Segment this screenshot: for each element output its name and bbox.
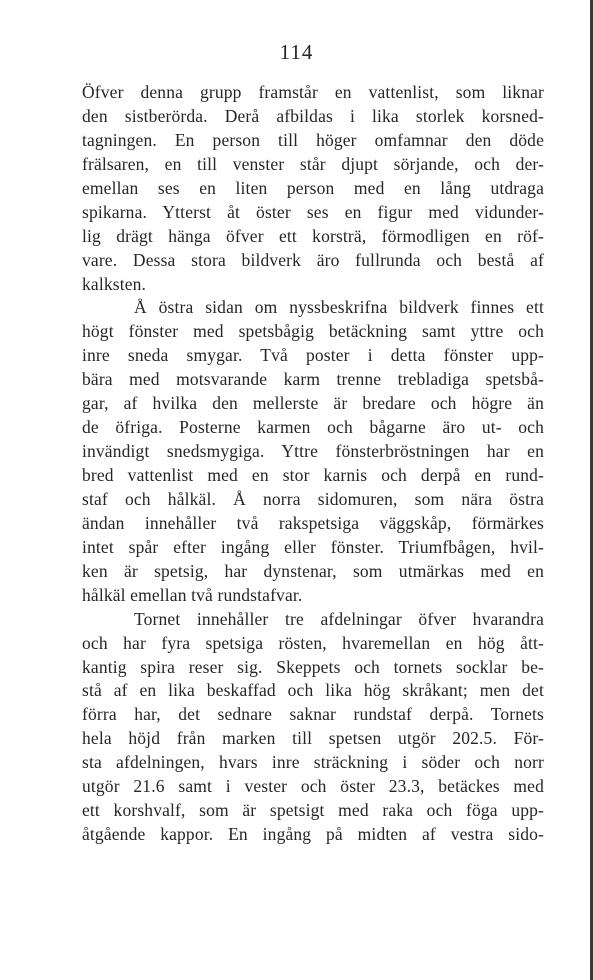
text-line: kalksten. bbox=[82, 273, 147, 294]
text-line: invändigt snedsmygiga. Yttre fönsterbröstningen har en bbox=[82, 441, 544, 462]
text-line: ändan innehåller två rakspetsiga väggskåp, förmärkes bbox=[82, 512, 544, 533]
text-line: Tornet innehåller tre afdelningar öfver hvarandra bbox=[134, 608, 544, 629]
text-line: inre sneda smygar. Två poster i detta fönster upp- bbox=[82, 345, 544, 366]
text-line: Öfver denna grupp framstår en vattenlist, som liknar bbox=[82, 82, 544, 102]
text-line: utgör 21.6 samt i vester och öster 23.3, betäckes med bbox=[82, 776, 544, 797]
body-text bbox=[82, 81, 544, 847]
text-line: sta afdelningen, hvars inre sträckning i söder och norr bbox=[82, 752, 544, 773]
text-line: kantig spira reser sig. Skeppets och tornets socklar be- bbox=[82, 656, 544, 677]
text-line: gar, af hvilka den mellerste är bredare och högre än bbox=[82, 393, 544, 414]
text-line: hålkäl emellan två rundstafvar. bbox=[82, 584, 303, 605]
text-line: åtgående kappor. En ingång på midten af vestra sido- bbox=[82, 824, 544, 845]
text-line: högt fönster med spetsbågig betäckning samt yttre och bbox=[82, 321, 544, 342]
text-line: den sistberörda. Derå afbildas i lika storlek korsned- bbox=[82, 105, 544, 126]
text-line: spikarna. Ytterst åt öster ses en figur med vidunder- bbox=[82, 201, 544, 222]
text-line: vare. Dessa stora bildverk äro fullrunda och bestå af bbox=[82, 249, 544, 270]
text-line: hela höjd från marken till spetsen utgör 202.5. För- bbox=[82, 728, 544, 749]
text-line: stå af en lika beskaffad och lika hög skråkant; men det bbox=[82, 680, 544, 701]
page-number: 114 bbox=[279, 40, 314, 64]
text-line: förra har, det sednare saknar rundstaf derpå. Tornets bbox=[82, 704, 544, 725]
text-line: bära med motsvarande karm trenne trebladiga spetsbå- bbox=[82, 369, 544, 390]
text-line: de öfriga. Posterne karmen och bågarne äro ut- och bbox=[82, 417, 544, 438]
text-line: tagningen. En person till höger omfamnar den döde bbox=[82, 129, 544, 150]
text-line: frälsaren, en till venster står djupt sörjande, och der- bbox=[82, 153, 544, 174]
text-line: emellan ses en liten person med en lång utdraga bbox=[82, 177, 544, 198]
text-line: Å östra sidan om nyssbeskrifna bildverk finnes ett bbox=[134, 297, 544, 318]
text-line: ett korshvalf, som är spetsigt med raka och föga upp- bbox=[82, 800, 544, 821]
text-line: bred vattenlist med en stor karnis och derpå en rund- bbox=[82, 465, 544, 485]
text-line: staf och hålkäl. Å norra sidomuren, som nära östra bbox=[82, 488, 544, 509]
text-line: och har fyra spetsiga rösten, hvaremellan en hög ått- bbox=[82, 632, 544, 653]
text-line: ken är spetsig, har dynstenar, som utmärkas med en bbox=[82, 560, 544, 581]
text-line: lig drägt hänga öfver ett korsträ, förmodligen en röf- bbox=[82, 225, 544, 246]
text-line: intet spår efter ingång eller fönster. Triumfbågen, hvil- bbox=[82, 536, 544, 557]
